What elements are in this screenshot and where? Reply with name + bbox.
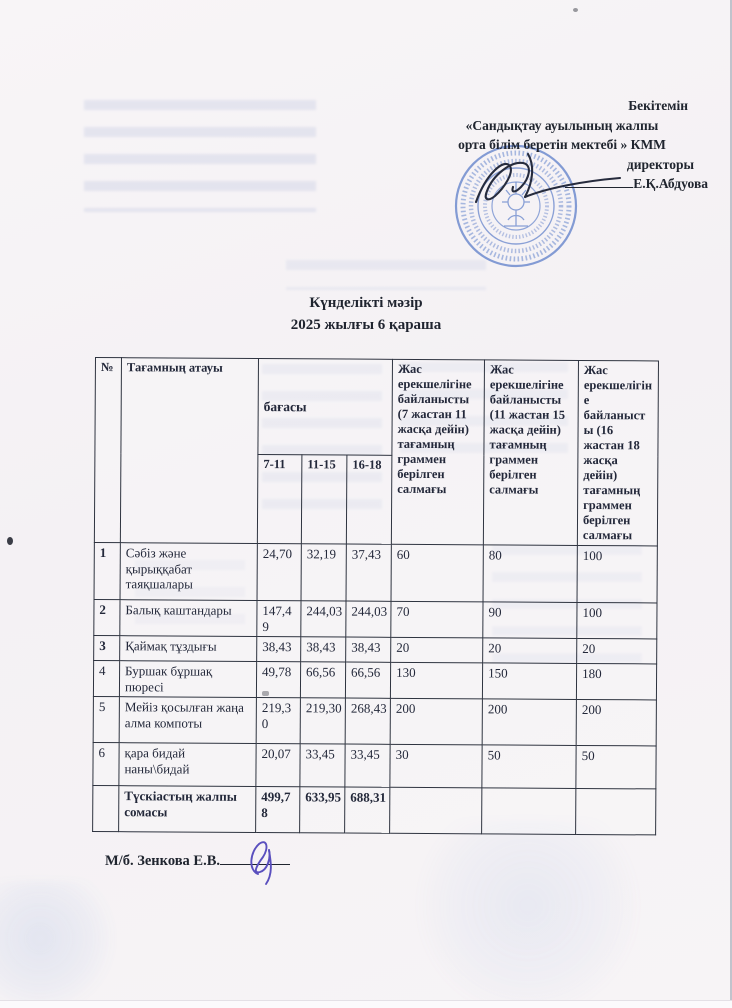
grams-16-18-cell: 100 (577, 545, 657, 602)
row-number: 6 (93, 742, 119, 785)
grams-7-11-cell: 60 (391, 544, 483, 602)
organization-name-line2: орта білім беретін мектебі » КММ (458, 137, 666, 152)
price-11-15-cell: 38,43 (301, 637, 346, 662)
grams-11-15-cell: 50 (482, 745, 576, 789)
grams-16-18-cell: 50 (576, 745, 656, 788)
grams-7-11-cell: 130 (390, 662, 482, 699)
price-sub-header-7-11: 7-11 (257, 454, 302, 544)
price-7-11-cell: 38,43 (257, 636, 301, 661)
col-dish-header: Тағамның атауы (120, 358, 258, 544)
grams-7-11-cell: 70 (391, 601, 483, 638)
col-price-header: бағасы (258, 358, 393, 455)
grams-11-15-cell: 80 (483, 545, 577, 603)
grams-7-11-cell: 20 (391, 637, 483, 663)
scan-edge-bottom (0, 1000, 732, 1008)
total-price-11-15-cell: 633,95 (300, 787, 345, 833)
price-16-18-cell: 37,43 (346, 544, 391, 601)
price-16-18-cell: 66,56 (345, 662, 390, 698)
price-11-15-cell: 32,19 (301, 544, 346, 601)
col-age16-18-header: Жас ерекшелігіне байланысты (16 жастан 18 жасқа дейін) тағамның граммен берілген салмағы (577, 360, 658, 545)
bleedthrough-smudge-bottomleft (0, 880, 120, 1008)
signature-icon (462, 148, 632, 220)
document-date: 2025 жылғы 6 қараша (290, 317, 442, 333)
dish-name-cell: Буршак бұршақ пюресі (119, 661, 256, 698)
approve-label: Бекітемін (628, 98, 688, 113)
grams-7-11-cell: 200 (390, 698, 482, 745)
total-grams-16-18-cell (576, 788, 656, 834)
price-16-18-cell: 33,45 (345, 744, 390, 787)
price-11-15-cell: 33,45 (300, 744, 345, 787)
signature-icon (238, 836, 290, 888)
grams-7-11-cell: 30 (390, 744, 482, 788)
table-row (93, 660, 656, 699)
grams-11-15-cell: 20 (483, 638, 577, 664)
dish-name-cell: Сәбіз және қырыққабат таяқшалары (120, 543, 257, 601)
total-grams-11-15-cell (482, 788, 576, 835)
table-row (93, 742, 656, 788)
director-name: Е.Қ.Абдуова (633, 176, 708, 191)
price-11-15-cell: 66,56 (300, 662, 345, 698)
director-label: директоры (626, 156, 694, 172)
col-age11-15-header: Жас ерекшелігіне байланысты (11 жастан 15 жасқа дейін) тағамның граммен берілген салмағы (483, 360, 578, 546)
grams-11-15-cell: 150 (482, 663, 576, 700)
organization-name-line1: «Сандықтау ауылының жалпы (465, 117, 659, 133)
price-16-18-cell: 244,03 (346, 601, 391, 637)
row-number: 2 (94, 599, 120, 635)
row-number: 3 (94, 635, 120, 660)
daily-menu-table (92, 357, 659, 835)
grams-16-18-cell: 180 (576, 663, 656, 699)
dish-name-cell: Қаймақ тұздығы (120, 636, 257, 662)
price-7-11-cell: 49,78 (256, 661, 300, 697)
grams-11-15-cell: 200 (482, 699, 576, 746)
price-7-11-cell: 20,07 (256, 743, 300, 786)
table-row (93, 696, 656, 745)
grams-16-18-cell: 200 (576, 699, 656, 745)
ink-speck-top (573, 8, 578, 12)
price-16-18-cell: 268,43 (345, 698, 390, 744)
price-7-11-cell: 24,70 (257, 543, 301, 600)
total-price-16-18-cell: 688,31 (345, 787, 390, 833)
dish-name-cell: Мейіз қосылған жаңа алма компоты (119, 697, 256, 744)
row-number (93, 785, 119, 831)
document-title-block (0, 292, 732, 336)
dish-name-cell: Балық каштандары (120, 600, 257, 637)
director-handwritten-signature (462, 148, 632, 225)
row-number: 1 (94, 542, 120, 599)
price-sub-header-11-15: 11-15 (301, 455, 347, 545)
total-price-7-11-cell: 499,78 (256, 786, 300, 832)
price-sub-header-16-18: 16-18 (346, 455, 392, 545)
grams-16-18-cell: 20 (577, 638, 657, 663)
document-title: Күнделікті мәзір (309, 295, 423, 311)
table-row (94, 542, 657, 602)
row-number: 5 (93, 696, 119, 742)
price-7-11-cell: 219,30 (256, 697, 300, 743)
table-row (94, 599, 657, 638)
dish-name-cell: қара бидай наны\бидай (119, 743, 256, 787)
ink-speck-left-edge (7, 537, 13, 545)
price-7-11-cell: 147,49 (257, 600, 301, 636)
price-16-18-cell: 38,43 (346, 637, 391, 662)
bleedthrough-stamp-bottom (408, 820, 648, 1008)
col-number-header: № (94, 358, 121, 543)
nurse-handwritten-signature (238, 836, 290, 893)
total-row (93, 785, 656, 834)
price-11-15-cell: 244,03 (301, 601, 346, 637)
total-grams-7-11-cell (390, 787, 482, 834)
table-row (94, 635, 657, 663)
row-number: 4 (93, 660, 119, 696)
total-label-cell: Түскіастың жалпы сомасы (119, 786, 256, 833)
grams-11-15-cell: 90 (483, 602, 577, 639)
grams-16-18-cell: 100 (577, 602, 657, 638)
price-11-15-cell: 219,30 (300, 698, 345, 744)
nurse-signer-label: М/б. Зенкова Е.В. (105, 853, 221, 869)
col-age7-11-header: Жас ерекшелігіне байланысты (7 жастан 11 жасқа дейін) тағамның граммен берілген салмағы (391, 359, 484, 545)
bleedthrough-text-topleft (84, 100, 316, 212)
